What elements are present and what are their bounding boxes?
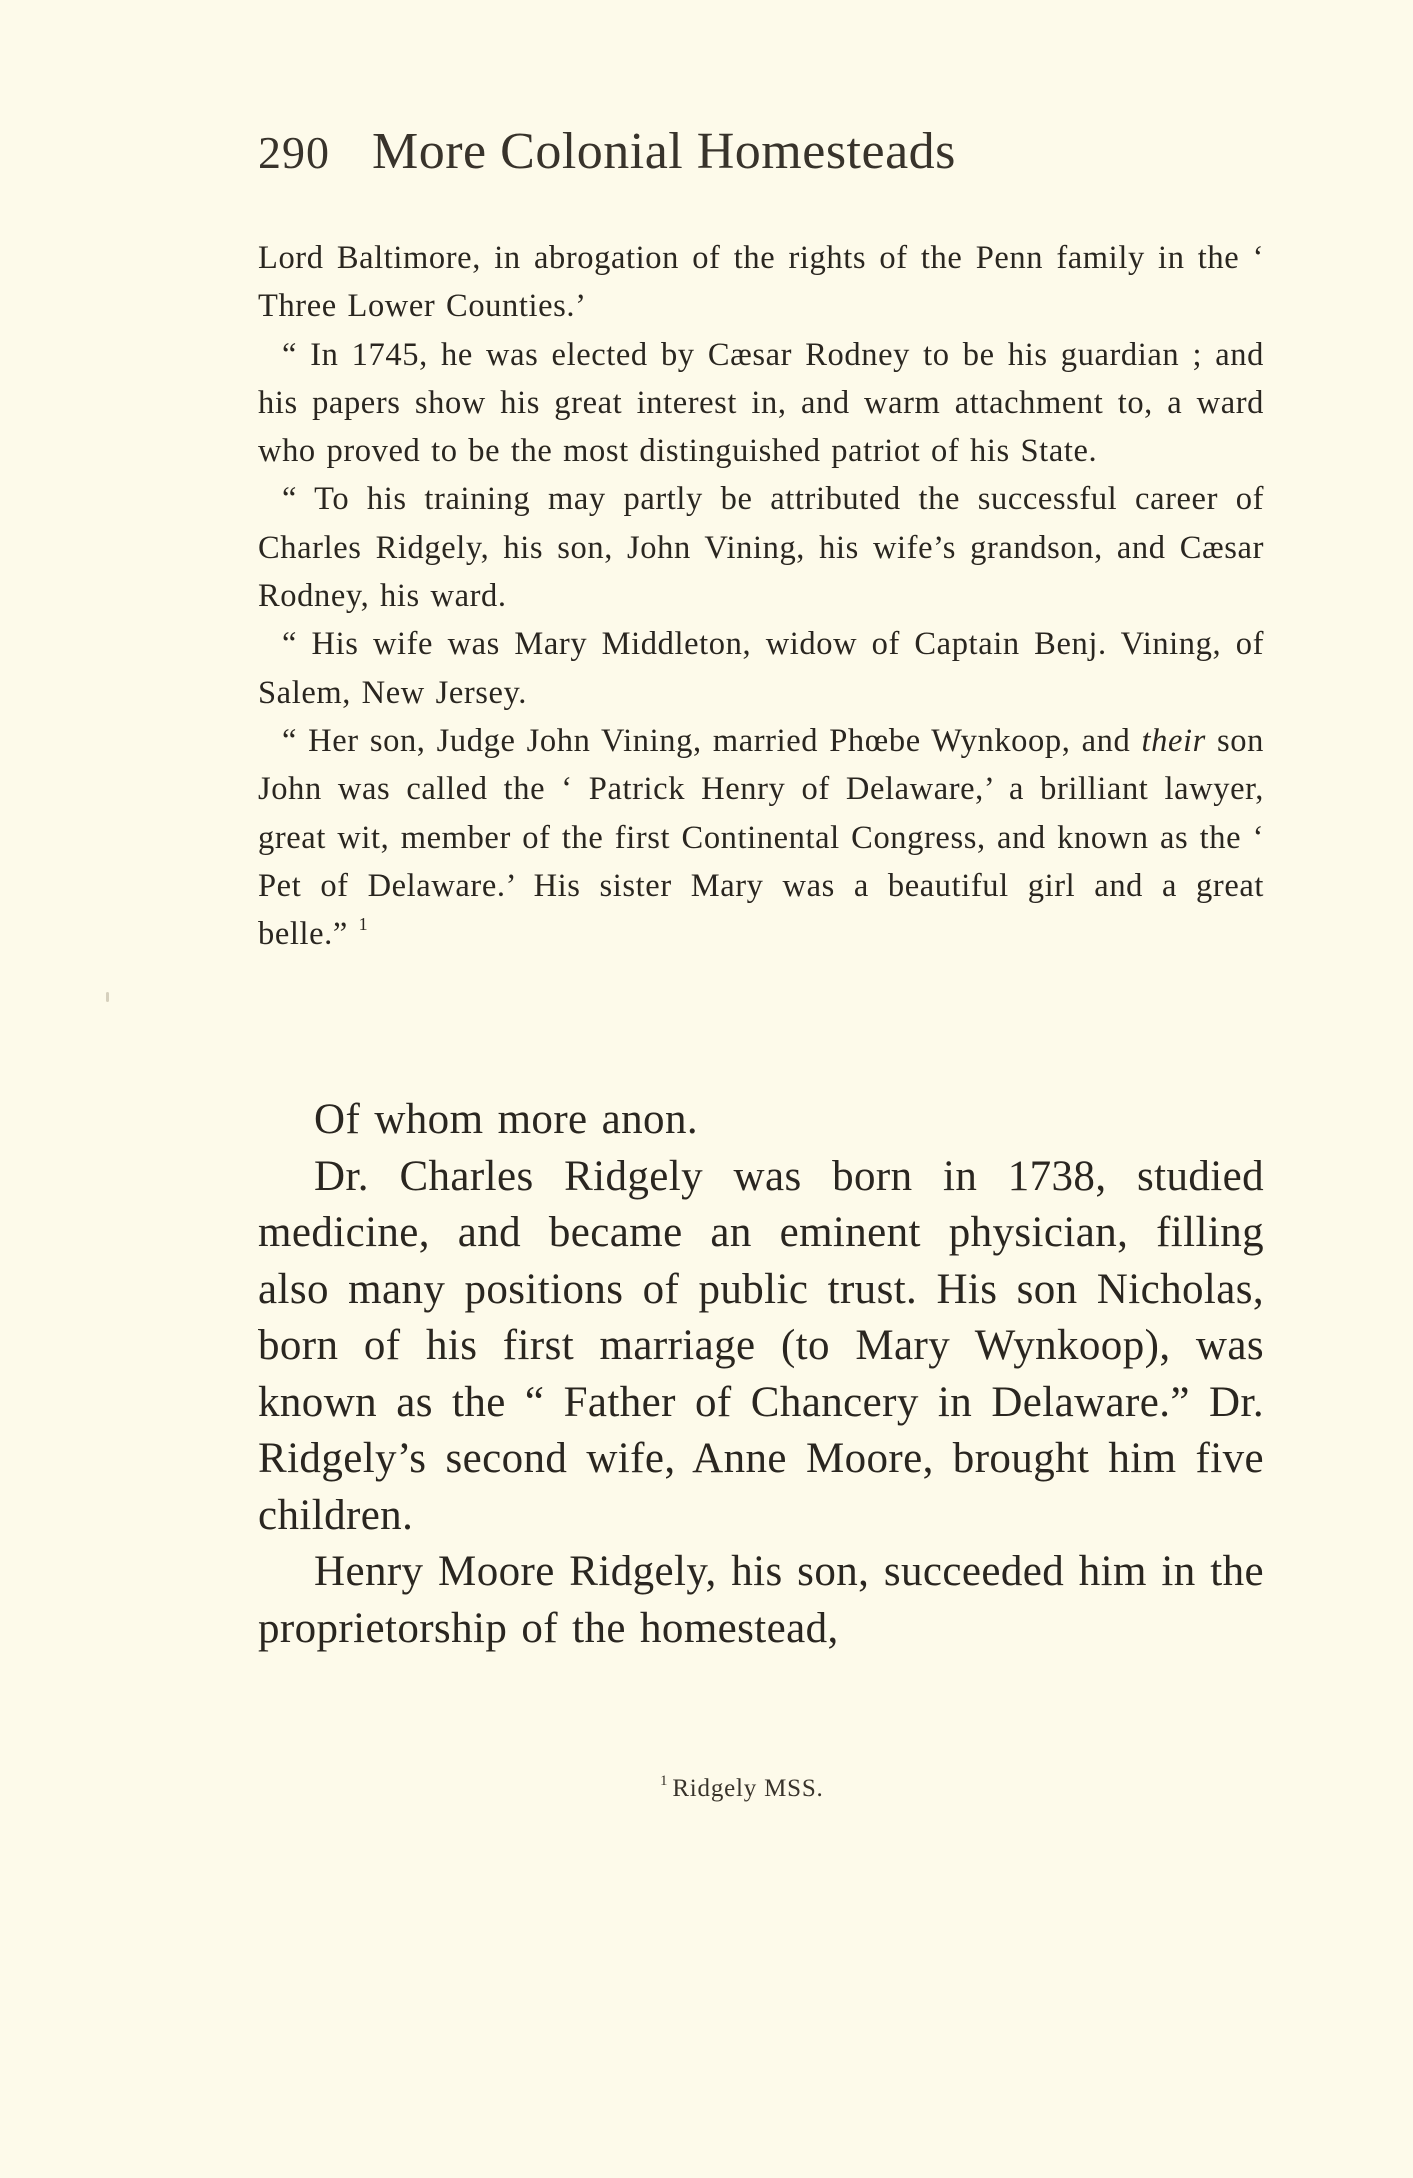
footnote-text: Ridgely MSS. [672, 1775, 824, 1802]
quote-text: “ Her son, Judge John Vining, married Phœbe Wynkoop, and [282, 722, 1142, 759]
body-paragraph: Henry Moore Ridgely, his son, succeeded him in the proprietorship of the homestead, [258, 1548, 1264, 1652]
italic-word: their [1141, 722, 1206, 759]
running-title: More Colonial Homesteads [372, 123, 956, 180]
quote-paragraph: “ His wife was Mary Middleton, widow of Captain Benj. Vining, of Salem, New Jersey. [258, 626, 1264, 711]
footnote-reference: 1 [358, 914, 369, 935]
quote-paragraph-last [258, 717, 1264, 958]
page-number: 290 [258, 127, 330, 178]
quote-paragraph: “ In 1745, he was elected by Cæsar Rodney to be his guardian ; and his papers show his great interest in, and warm attachment to, a ward who proved to be the most distinguished patriot of his State. [258, 336, 1264, 470]
body-paragraph: Of whom more anon. [314, 1096, 699, 1143]
body-paragraph: Dr. Charles Ridgely was born in 1738, studied medicine, and became an eminent physician, filling also many positions of public trust. His son Nicholas, born of his first marriage (to Mary Wynkoop), was known as the “ Father of Chancery in Delaware.” Dr. Ridgely’s second wife, Anne Moore, brought him five children. [258, 1152, 1264, 1539]
running-head [258, 122, 1158, 192]
paper-blemish [106, 992, 109, 1002]
quote-text: son John was called the ‘ Patrick Henry of Delaware,’ a brilliant lawyer, great wit, member of the first Continental Congress, and known as the ‘ Pet of Delaware.’ His sister Mary was a beautiful girl and a great belle.” [258, 722, 1264, 953]
footnote [660, 1775, 824, 1803]
quote-paragraph: Lord Baltimore, in abrogation of the rights of the Penn family in the ‘ Three Lower Counties.’ [258, 240, 1264, 325]
footnote-mark: 1 [660, 1773, 669, 1789]
quote-paragraph: “ To his training may partly be attributed the successful career of Charles Ridgely, his son, John Vining, his wife’s grandson, and Cæsar Rodney, his ward. [258, 481, 1264, 615]
quoted-passage [258, 234, 1264, 958]
body-text [258, 1092, 1264, 1657]
